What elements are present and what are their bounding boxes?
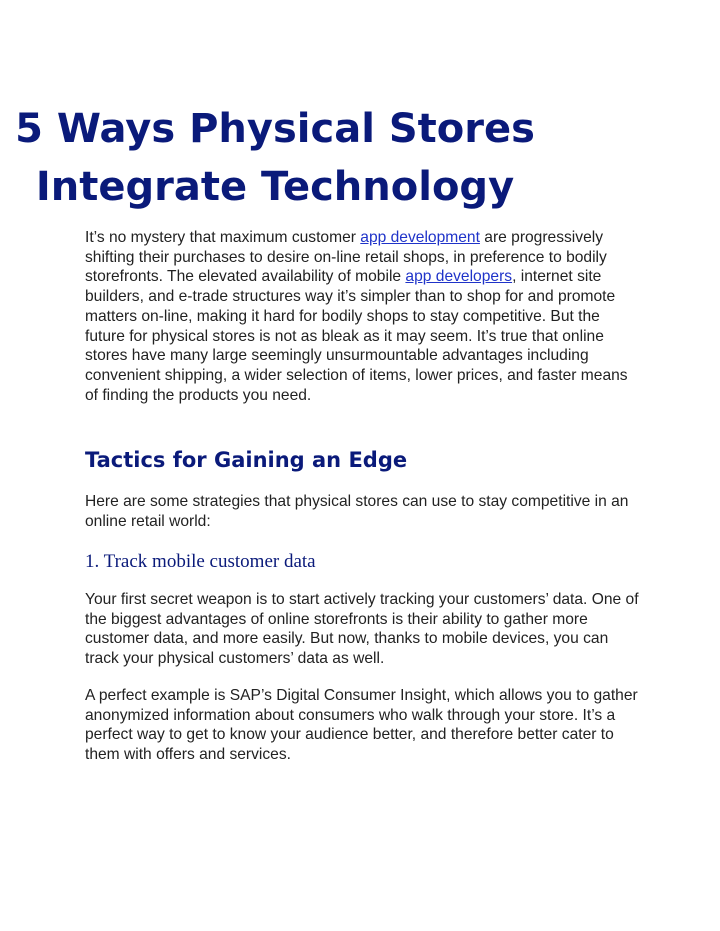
sap-example-paragraph: A perfect example is SAP’s Digital Consumer Insight, which allows you to gather anonymized information about consumers who walk through your store. It’s a perfect way to get to know your audience better, and therefore better cater to them with offers and services. xyxy=(85,687,638,764)
tracking-paragraph: Your first secret weapon is to start actively tracking your customers’ data. One of the biggest advantages of online storefronts is their ability to gather more customer data, and more easily. But now, thanks to mobile devices, you can track your physical customers’ data as well. xyxy=(85,591,639,668)
app-development-link[interactable]: app development xyxy=(360,229,480,246)
intro-text-1: It’s no mystery that maximum customer xyxy=(85,229,361,246)
intro-text-2: are progressively shifting their purchases to desire on-line retail shops, in preference to bodily storefronts. The elevated availability of mobile xyxy=(85,229,607,286)
section-heading: Tactics for Gaining an Edge xyxy=(85,448,408,472)
title-line-1: 5 Ways Physical Stores xyxy=(15,106,535,152)
document-title xyxy=(0,100,635,216)
title-line-2: Integrate Technology xyxy=(35,164,515,210)
intro-text-3: , internet site builders, and e-trade structures way it’s simpler than to shop for and promote matters on-line, making it hard for bodily shops to stay competitive. But the future for physical stores is not as bleak as it may seem. It’s true that online stores have many large seemingly unsurmountable advantages including convenient shipping, a wider selection of items, lower prices, and faster means of finding the products you need. xyxy=(85,268,628,404)
intro-paragraph xyxy=(85,228,640,405)
subheading-track-mobile-data: 1. Track mobile customer data xyxy=(85,551,316,572)
section-intro-paragraph: Here are some strategies that physical stores can use to stay competitive in an online retail world: xyxy=(85,493,629,530)
app-developers-link[interactable]: app developers xyxy=(405,268,513,286)
